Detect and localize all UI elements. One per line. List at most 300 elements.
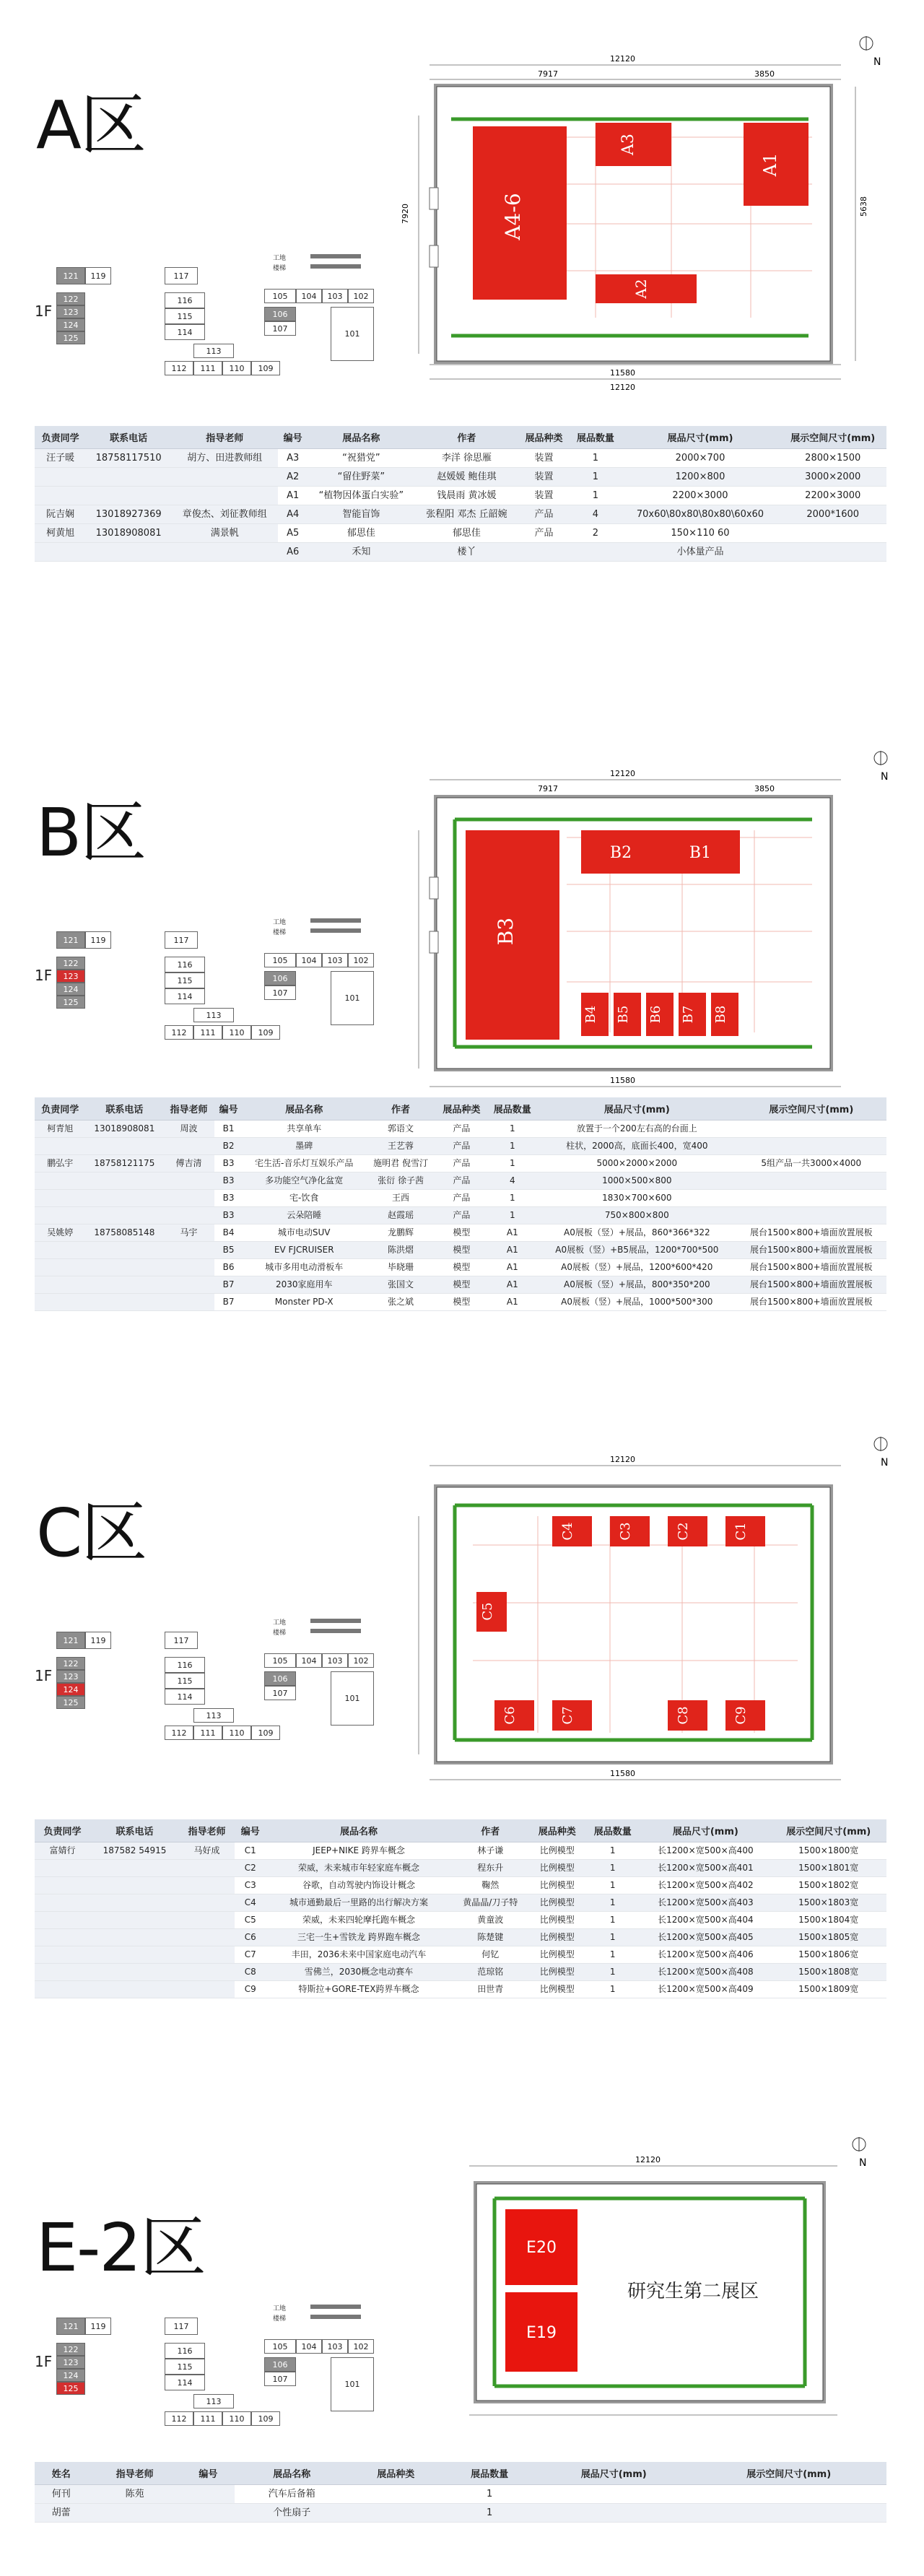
table-cell: B7 (214, 1276, 243, 1294)
th: 展示空间尺寸(mm) (779, 426, 886, 449)
table-cell: 1 (487, 1155, 538, 1172)
room-115: 115 (165, 1673, 205, 1689)
legend-line (310, 2315, 361, 2319)
table-row (35, 543, 886, 562)
table-cell (35, 1276, 85, 1294)
room-119: 119 (85, 1632, 111, 1649)
table-cell: 1 (570, 468, 621, 487)
table-cell (85, 1259, 163, 1276)
table-cell: 模型 (436, 1224, 487, 1242)
table-cell: 13018927369 (86, 505, 171, 524)
table-cell (35, 543, 86, 562)
table-cell (179, 1912, 235, 1929)
room-117: 117 (165, 1632, 198, 1649)
legend-label-2: 楼梯 (273, 265, 287, 272)
th: 编号 (182, 2462, 235, 2485)
dim-mid: 3850 (754, 784, 775, 793)
room-109: 109 (251, 2411, 280, 2426)
table-cell (90, 1894, 179, 1912)
table-cell: 长1200×宽500×高405 (640, 1929, 770, 1946)
room-111: 111 (193, 361, 222, 375)
floor-plan-c (393, 1430, 899, 1805)
table-row (35, 449, 886, 468)
table-cell: EV FJCRUISER (243, 1242, 365, 1259)
table-cell: 产品 (436, 1172, 487, 1190)
room-125: 125 (56, 996, 85, 1009)
room-107: 107 (264, 2372, 296, 2386)
block-a2: A2 (632, 279, 650, 299)
table-cell: 荣威，未来四轮摩托跑车概念 (266, 1912, 452, 1929)
table-cell: C2 (235, 1860, 266, 1877)
th: 编号 (278, 426, 307, 449)
table-cell: 李洋 徐思雁 (415, 449, 518, 468)
table-cell: A0展板（竖）+B5展品，1200*700*500 (538, 1242, 736, 1259)
room-109: 109 (251, 1726, 280, 1740)
table-cell (182, 2485, 235, 2504)
compass-n: N (873, 56, 881, 68)
table-row (35, 1190, 886, 1207)
table-cell (85, 1294, 163, 1311)
table-cell: JEEP+NIKE 跨界车概念 (266, 1842, 452, 1860)
th: 指导老师 (88, 2462, 182, 2485)
table-cell (90, 1964, 179, 1981)
table-cell: 长1200×宽500×高403 (640, 1894, 770, 1912)
table-cell: 产品 (436, 1207, 487, 1224)
table-cell (736, 1207, 886, 1224)
building-schematic-b (35, 917, 374, 1040)
table-cell (171, 468, 279, 487)
table-row (35, 1242, 886, 1259)
table-cell: 18758117510 (86, 449, 171, 468)
table-row (35, 1877, 886, 1894)
th: 展品种类 (436, 1097, 487, 1121)
room-116: 116 (165, 292, 205, 308)
block-c4: C4 (560, 1522, 575, 1541)
table-cell: B5 (214, 1242, 243, 1259)
th: 联系电话 (86, 426, 171, 449)
compass-n: N (881, 1457, 889, 1468)
table-cell: 柯黄旭 (35, 524, 86, 543)
table-cell: 2 (570, 524, 621, 543)
dim-left: 7917 (538, 784, 558, 793)
table-row (35, 2504, 886, 2523)
th: 负责同学 (35, 1819, 90, 1842)
block-b8: B8 (713, 1005, 728, 1024)
table-cell: 18758085148 (85, 1224, 163, 1242)
block-c9: C9 (733, 1706, 749, 1725)
room-110: 110 (222, 2411, 251, 2426)
floor-label: 1F (35, 303, 53, 320)
table-cell: A1 (487, 1242, 538, 1259)
table-cell (179, 1877, 235, 1894)
room-106: 106 (264, 2357, 296, 2372)
table-cell (35, 1981, 90, 1998)
table-cell: 城市通勤最后一里路的出行解决方案 (266, 1894, 452, 1912)
room-113: 113 (193, 1708, 234, 1723)
table-cell: 王西 (365, 1190, 436, 1207)
room-106: 106 (264, 971, 296, 985)
room-112: 112 (165, 2411, 193, 2426)
floor-label: 1F (35, 967, 53, 984)
table-header-row (35, 1097, 886, 1121)
compass-n: N (859, 2157, 867, 2169)
room-112: 112 (165, 1025, 193, 1040)
block-c7: C7 (560, 1706, 575, 1725)
th: 编号 (235, 1819, 266, 1842)
table-cell: 柯青旭 (35, 1121, 85, 1138)
table-cell: 5组产品一共3000×4000 (736, 1155, 886, 1172)
table-cell: 小体量产品 (622, 543, 780, 562)
legend-label-1: 工地 (273, 255, 287, 262)
th: 展品尺寸(mm) (536, 2462, 691, 2485)
room-124: 124 (56, 2369, 85, 2382)
table-row (35, 1138, 886, 1155)
room-121: 121 (56, 931, 85, 949)
table-cell: 赵媛媛 鲍佳琪 (415, 468, 518, 487)
table-cell (570, 543, 621, 562)
room-104: 104 (296, 2339, 322, 2354)
table-cell: 郭语文 (365, 1121, 436, 1138)
room-101: 101 (331, 971, 374, 1025)
table-cell (88, 2504, 182, 2523)
room-117: 117 (165, 267, 198, 284)
table-cell: B7 (214, 1294, 243, 1311)
th: 展品数量 (443, 2462, 536, 2485)
room-115: 115 (165, 972, 205, 988)
th: 展品名称 (235, 2462, 349, 2485)
table-row (35, 1981, 886, 1998)
table-cell (90, 1929, 179, 1946)
table-row (35, 2485, 886, 2504)
table-cell: 产品 (436, 1121, 487, 1138)
table-cell: “留住野菜” (308, 468, 415, 487)
table-header-row (35, 1819, 886, 1842)
table-cell: A0展板（竖）+展品，1200*600*420 (538, 1259, 736, 1276)
table-cell: 赵霞瑶 (365, 1207, 436, 1224)
room-125-highlight: 125 (56, 2382, 85, 2395)
table-cell: 产品 (436, 1190, 487, 1207)
table-cell: 产品 (436, 1138, 487, 1155)
th: 展品尺寸(mm) (622, 426, 780, 449)
legend-line (310, 1629, 361, 1633)
table-cell (85, 1207, 163, 1224)
table-cell: 长1200×宽500×高404 (640, 1912, 770, 1929)
room-119: 119 (85, 267, 111, 284)
table-cell (35, 1912, 90, 1929)
table-cell: 比例模型 (529, 1964, 585, 1981)
table-cell (163, 1207, 214, 1224)
legend-label-1: 工地 (273, 2305, 287, 2312)
table-cell (349, 2504, 443, 2523)
block-a3: A3 (619, 134, 637, 155)
room-102: 102 (348, 953, 374, 967)
table-row (35, 1842, 886, 1860)
table-cell: 1 (585, 1981, 640, 1998)
table-cell: 章俊杰、刘征教师组 (171, 505, 279, 524)
table-cell: 展台1500×800+墙面放置展板 (736, 1259, 886, 1276)
compass-n: N (881, 771, 889, 783)
table-cell: 鞠然 (451, 1877, 529, 1894)
table-cell (536, 2485, 691, 2504)
table-cell: C5 (235, 1912, 266, 1929)
room-119: 119 (85, 931, 111, 949)
table-cell (90, 1981, 179, 1998)
block-a1: A1 (760, 152, 780, 177)
legend-line (310, 928, 361, 933)
table-cell: A0展板（竖）+展品，800*350*200 (538, 1276, 736, 1294)
table-cell: 张程阳 邓杰 丘韶婉 (415, 505, 518, 524)
room-119: 119 (85, 2318, 111, 2335)
table-cell: 施明君 倪雪汀 (365, 1155, 436, 1172)
table-cell: 丰田，2036未来中国家庭电动汽车 (266, 1946, 452, 1964)
table-cell (35, 487, 86, 505)
table-cell: 比例模型 (529, 1981, 585, 1998)
table-cell: 1500×1809宽 (771, 1981, 887, 1998)
table-row (35, 468, 886, 487)
table-cell (518, 543, 570, 562)
room-121: 121 (56, 1632, 85, 1649)
room-117: 117 (165, 2318, 198, 2335)
room-112: 112 (165, 1726, 193, 1740)
table-cell: 1500×1803宽 (771, 1894, 887, 1912)
table-cell: A1 (487, 1224, 538, 1242)
room-111: 111 (193, 2411, 222, 2426)
table-cell (736, 1138, 886, 1155)
table-cell (179, 1894, 235, 1912)
table-cell: 150×110 60 (622, 524, 780, 543)
table-row (35, 1929, 886, 1946)
table-cell (90, 1946, 179, 1964)
table-cell (736, 1121, 886, 1138)
legend-label-1: 工地 (273, 1619, 287, 1627)
th: 负责同学 (35, 1097, 85, 1121)
table-cell (86, 543, 171, 562)
table-cell: 1830×700×600 (538, 1190, 736, 1207)
dim-total: 12120 (635, 2155, 661, 2164)
floor-label: 1F (35, 2353, 53, 2370)
table-row (35, 1259, 886, 1276)
table-cell: 长1200×宽500×高401 (640, 1860, 770, 1877)
room-124: 124 (56, 983, 85, 996)
table-cell: 产品 (518, 524, 570, 543)
block-c6: C6 (502, 1706, 518, 1725)
th: 展品种类 (349, 2462, 443, 2485)
table-row (35, 505, 886, 524)
table-cell (736, 1172, 886, 1190)
table-cell: 黄童波 (451, 1912, 529, 1929)
table-row (35, 524, 886, 543)
room-104: 104 (296, 1653, 322, 1668)
legend-label-2: 楼梯 (273, 2315, 287, 2323)
room-113: 113 (193, 344, 234, 358)
section-c (0, 1415, 924, 2108)
table-cell: 1500×1806宽 (771, 1946, 887, 1964)
room-101: 101 (331, 307, 374, 361)
table-cell: 4 (570, 505, 621, 524)
th: 展品名称 (243, 1097, 365, 1121)
table-cell: 2000*1600 (779, 505, 886, 524)
table-cell (779, 543, 886, 562)
table-cell: 马宇 (163, 1224, 214, 1242)
table-cell (779, 524, 886, 543)
table-cell: 郁思佳 (308, 524, 415, 543)
table-cell: 云朵陪睡 (243, 1207, 365, 1224)
table-cell: 1 (585, 1964, 640, 1981)
table-cell: 比例模型 (529, 1929, 585, 1946)
legend-line (310, 1619, 361, 1623)
room-124: 124 (56, 318, 85, 331)
th: 姓名 (35, 2462, 88, 2485)
table-row (35, 1946, 886, 1964)
th: 指导老师 (179, 1819, 235, 1842)
room-107: 107 (264, 1686, 296, 1700)
table-cell: 比例模型 (529, 1894, 585, 1912)
table-b (35, 1097, 886, 1311)
block-b2: B2 (609, 844, 632, 862)
table-cell (182, 2504, 235, 2523)
table-cell: C4 (235, 1894, 266, 1912)
table-cell: 张之斌 (365, 1294, 436, 1311)
table-cell: “植物因体蛋白实验” (308, 487, 415, 505)
table-cell (86, 468, 171, 487)
table-cell: 张衍 徐子茜 (365, 1172, 436, 1190)
table-cell: 禾知 (308, 543, 415, 562)
table-cell: A0展板（竖）+展品，1000*500*300 (538, 1294, 736, 1311)
table-cell: 70x60\80x80\80x80\60x60 (622, 505, 780, 524)
table-cell: 富婧行 (35, 1842, 90, 1860)
room-103: 103 (322, 289, 348, 303)
building-schematic-a (35, 253, 374, 375)
room-112: 112 (165, 361, 193, 375)
table-cell (35, 1929, 90, 1946)
th: 展品名称 (308, 426, 415, 449)
table-cell: 墨碑 (243, 1138, 365, 1155)
table-row (35, 1224, 886, 1242)
table-cell (90, 1860, 179, 1877)
table-cell (35, 468, 86, 487)
table-cell: 何刊 (35, 2485, 88, 2504)
floor-plan-e2 (433, 2130, 902, 2433)
table-cell: 比例模型 (529, 1842, 585, 1860)
dim-bottom-total: 11580 (610, 368, 635, 378)
table-cell (179, 1981, 235, 1998)
table-cell: 长1200×宽500×高406 (640, 1946, 770, 1964)
room-122: 122 (56, 2343, 85, 2356)
room-101: 101 (331, 2357, 374, 2411)
table-cell: 1500×1805宽 (771, 1929, 887, 1946)
room-104: 104 (296, 953, 322, 967)
table-cell: 1 (585, 1946, 640, 1964)
th: 作者 (451, 1819, 529, 1842)
block-b7: B7 (681, 1005, 696, 1024)
table-cell (163, 1172, 214, 1190)
table-cell (35, 1894, 90, 1912)
th: 展品数量 (487, 1097, 538, 1121)
room-122: 122 (56, 292, 85, 305)
table-cell (163, 1259, 214, 1276)
table-row (35, 1894, 886, 1912)
room-101: 101 (331, 1671, 374, 1726)
th: 指导老师 (171, 426, 279, 449)
floor-label: 1F (35, 1667, 53, 1684)
table-cell: 比例模型 (529, 1877, 585, 1894)
room-106: 106 (264, 307, 296, 321)
block-c3: C3 (618, 1522, 633, 1541)
room-125: 125 (56, 331, 85, 344)
legend-line (310, 254, 361, 258)
room-105: 105 (264, 2339, 296, 2354)
table-cell (35, 1294, 85, 1311)
floor-plan-a (393, 29, 899, 404)
table-header-row (35, 426, 886, 449)
table-cell: 750×800×800 (538, 1207, 736, 1224)
th: 作者 (365, 1097, 436, 1121)
room-123-highlight: 123 (56, 970, 85, 983)
room-121: 121 (56, 2318, 85, 2335)
table-cell: 1 (443, 2504, 536, 2523)
room-114: 114 (165, 2375, 205, 2390)
th: 展品数量 (585, 1819, 640, 1842)
table-cell: 汽车后备箱 (235, 2485, 349, 2504)
table-cell (85, 1242, 163, 1259)
table-cell: 产品 (436, 1155, 487, 1172)
room-122: 122 (56, 1657, 85, 1670)
table-cell: C8 (235, 1964, 266, 1981)
table-cell: 18758121175 (85, 1155, 163, 1172)
dim-total-bottom: 12120 (610, 383, 635, 392)
th: 展品名称 (266, 1819, 452, 1842)
table-cell (163, 1190, 214, 1207)
table-cell: 展台1500×800+墙面放置展板 (736, 1224, 886, 1242)
table-cell (35, 1964, 90, 1981)
table-cell (35, 1877, 90, 1894)
dim-side: 7920 (401, 204, 410, 224)
section-e2 (0, 2115, 924, 2576)
table-cell: 谷歌，自动驾驶内饰设计概念 (266, 1877, 452, 1894)
floor-plan-b (393, 744, 899, 1112)
room-104: 104 (296, 289, 322, 303)
table-cell: 陈苑 (88, 2485, 182, 2504)
table-cell: A1 (487, 1294, 538, 1311)
building-schematic-e2 (35, 2303, 374, 2426)
table-cell: 范琼铭 (451, 1964, 529, 1981)
table-cell (163, 1294, 214, 1311)
table-cell: B3 (214, 1190, 243, 1207)
table-cell: 智能盲饰 (308, 505, 415, 524)
table-cell: 长1200×宽500×高402 (640, 1877, 770, 1894)
table-cell: 1 (585, 1860, 640, 1877)
table-cell: 黄晶晶/刀子特 (451, 1894, 529, 1912)
room-116: 116 (165, 1657, 205, 1673)
table-cell: 模型 (436, 1276, 487, 1294)
block-c8: C8 (676, 1706, 691, 1725)
table-cell: 龙鹏辉 (365, 1224, 436, 1242)
table-cell: 2200×3000 (779, 487, 886, 505)
table-cell: 1 (585, 1842, 640, 1860)
room-121: 121 (56, 267, 85, 284)
room-111: 111 (193, 1726, 222, 1740)
table-cell: A6 (278, 543, 307, 562)
table-cell: B2 (214, 1138, 243, 1155)
table-cell (35, 1259, 85, 1276)
table-cell: 城市多用电动滑板车 (243, 1259, 365, 1276)
table-cell: 满景帆 (171, 524, 279, 543)
room-123: 123 (56, 305, 85, 318)
table-cell: A1 (487, 1276, 538, 1294)
zone-title-e2: E-2区 (36, 2209, 205, 2286)
block-b5: B5 (616, 1005, 631, 1024)
room-109: 109 (251, 361, 280, 375)
